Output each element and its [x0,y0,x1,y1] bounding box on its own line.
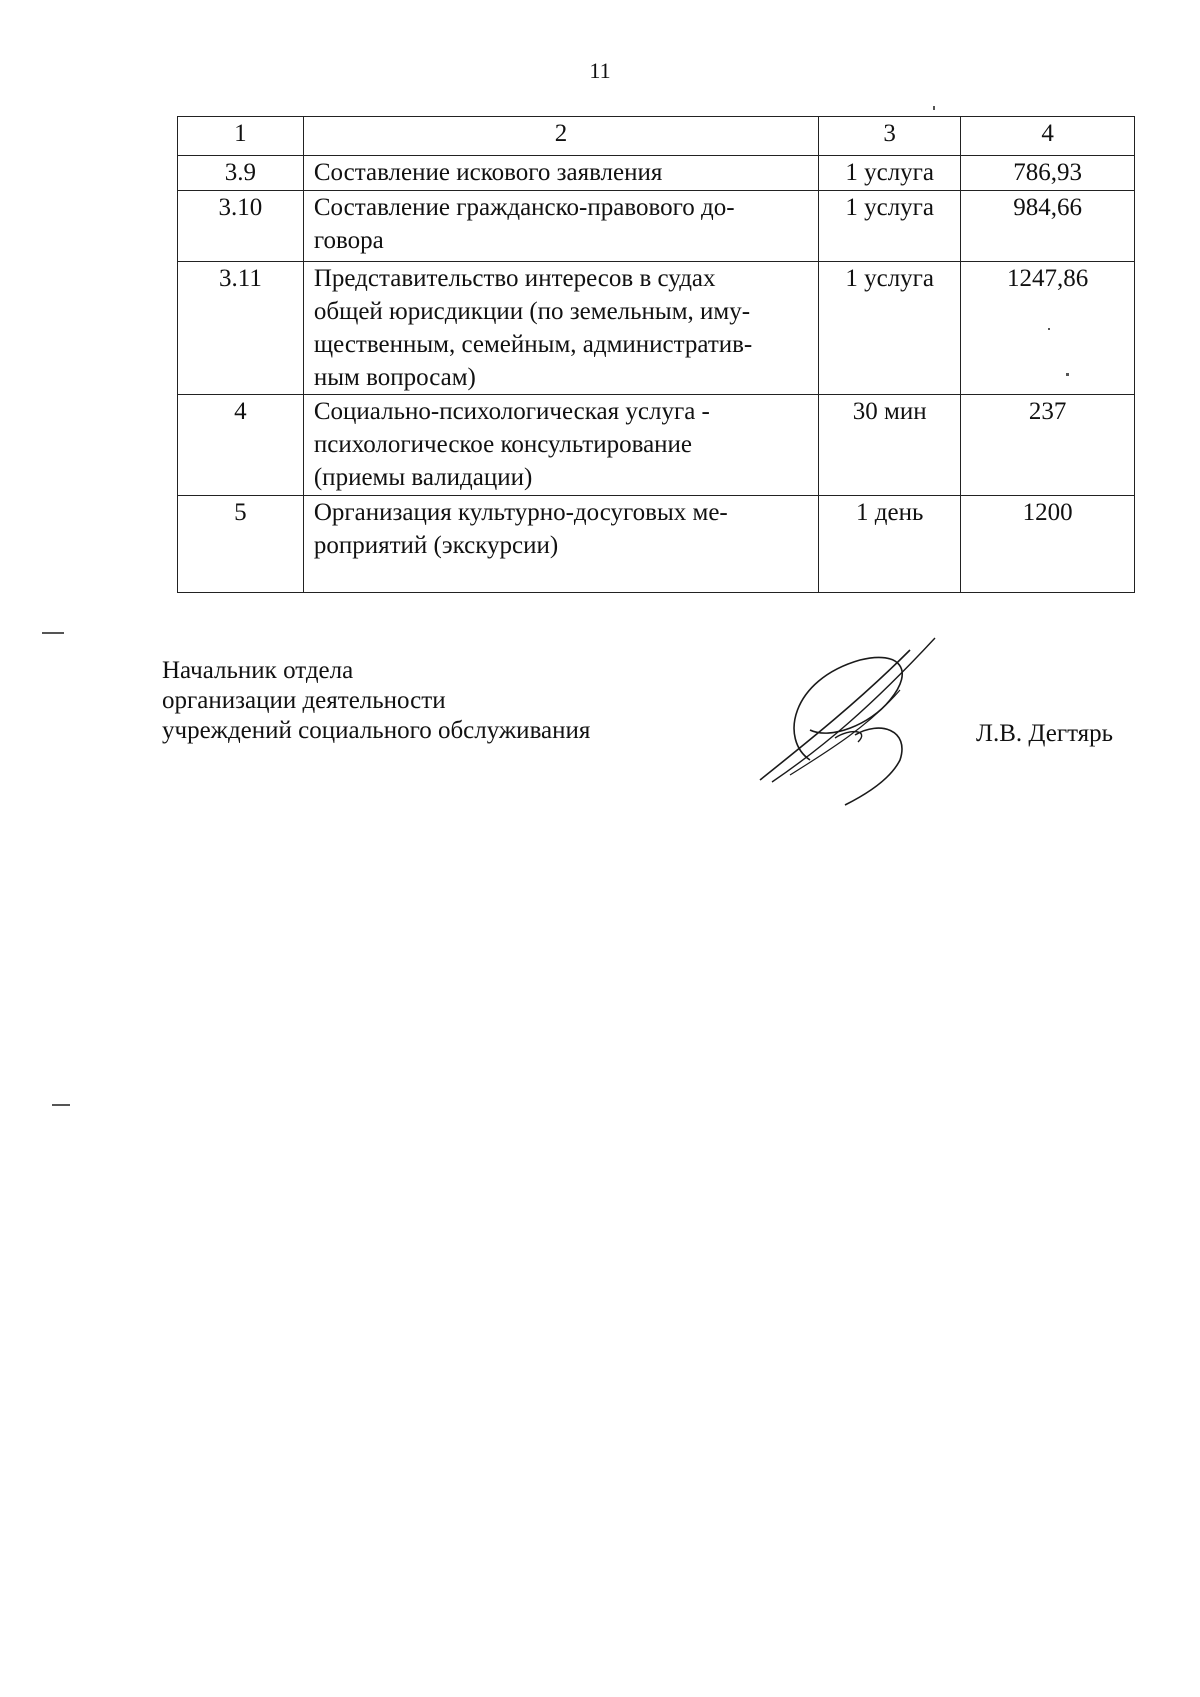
service-name-line: Составление искового заявления [313,159,663,186]
service-name-line: психологическое консультирование [313,431,693,458]
service-name [303,191,818,262]
service-price: 1247,86 [961,262,1135,395]
service-unit: 30 мин [819,395,961,496]
position-line: Начальник отдела [162,657,354,684]
handwritten-signature [750,630,990,810]
services-price-table [177,116,1135,593]
row-number: 3.9 [178,156,304,191]
signatory-name: Л.В. Дегтярь [976,720,1114,747]
service-unit: 1 день [819,496,961,593]
service-name [303,496,818,593]
service-name-line: общей юрисдикции (по земельным, иму- [313,298,751,325]
table-row [178,496,1135,593]
signatory-position [162,656,590,746]
table-row [178,156,1135,191]
header-cell-3: 3 [819,117,961,156]
page-number: 11 [589,58,611,83]
header-cell-4: 4 [961,117,1135,156]
service-name-line: ным вопросам) [313,364,476,391]
scan-mark [1066,373,1069,376]
service-price: 984,66 [961,191,1135,262]
position-line: организации деятельности [162,687,446,714]
service-unit: 1 услуга [819,262,961,395]
service-name-line: говора [313,227,384,254]
row-number: 3.11 [178,262,304,395]
scan-mark [52,1104,70,1106]
service-name-line: Составление гражданско-правового до- [313,194,735,221]
table-row [178,262,1135,395]
table-row [178,395,1135,496]
service-price: 1200 [961,496,1135,593]
row-number: 4 [178,395,304,496]
scan-mark [933,106,935,110]
scan-mark [1048,328,1050,330]
scan-mark [42,632,64,634]
service-name [303,262,818,395]
service-name-line: Организация культурно-досуговых ме- [313,499,728,526]
table-row [178,191,1135,262]
service-name-line: Представительство интересов в судах [313,265,716,292]
service-name-line: щественным, семейным, административ- [313,331,753,358]
row-number: 3.10 [178,191,304,262]
service-name [303,395,818,496]
service-name-line: (приемы валидации) [313,464,533,491]
service-unit: 1 услуга [819,191,961,262]
service-price: 786,93 [961,156,1135,191]
table-header-row [178,117,1135,156]
service-name-line: Социально-психологическая услуга - [313,398,710,425]
service-name [303,156,818,191]
row-number: 5 [178,496,304,593]
service-unit: 1 услуга [819,156,961,191]
header-cell-2: 2 [303,117,818,156]
service-price: 237 [961,395,1135,496]
header-cell-1: 1 [178,117,304,156]
service-name-line: роприятий (экскурсии) [313,532,559,559]
position-line: учреждений социального обслуживания [162,717,591,744]
